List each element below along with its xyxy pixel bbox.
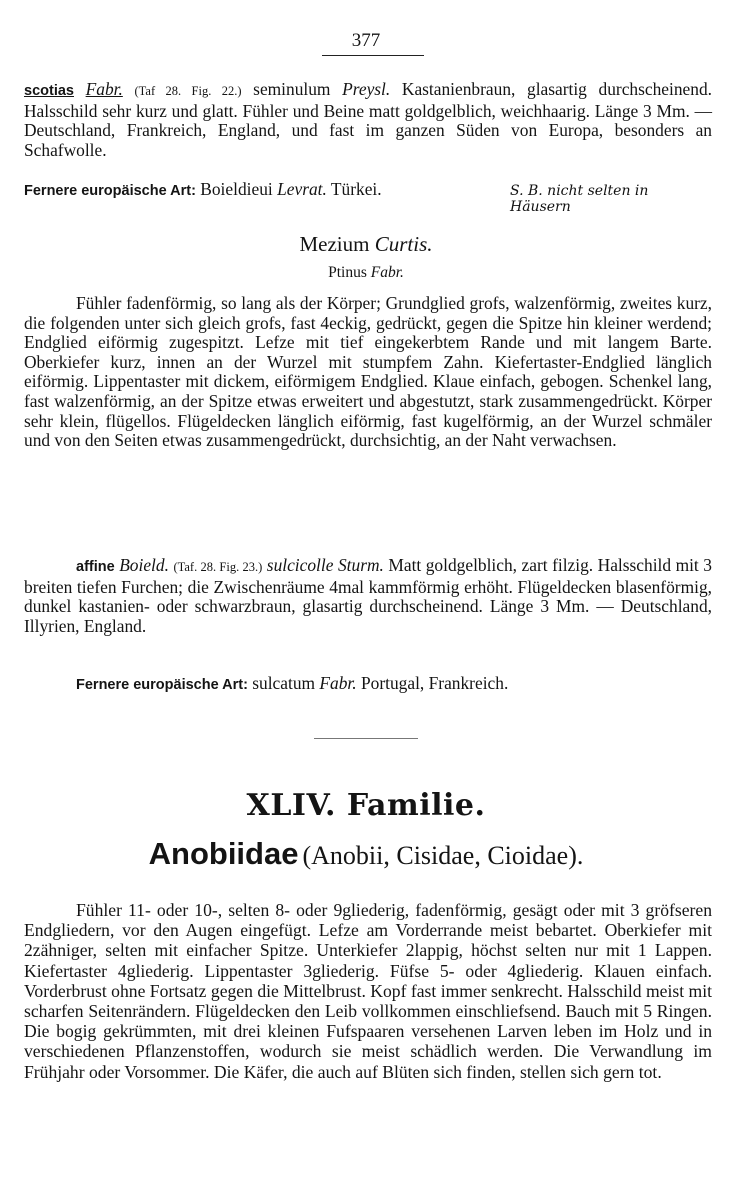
plate-reference: (Taf 28. Fig. 22.) [134,84,242,98]
genus-heading [0,232,732,257]
species-author: Fabr. [85,79,123,99]
species-affine-entry [24,556,712,636]
further-species-author: Levrat. [277,179,327,199]
synonym-name: sulcicolle [266,555,334,575]
further-species-label: Fernere europäische Art: [24,183,196,199]
species-author: Boield. [119,555,169,575]
family-description: Fühler 11- oder 10-, selten 8- oder 9gliederig, fadenförmig, gesägt oder mit 3 gröfseren Endgliedern, vor den Augen eingefügt. Lefze am Vorderrande meist bebartet. Oberkiefer mit 2zähniger, selten mit einfacher Spitze. Unterkiefer 2lappig, höchst selten nur mit 1 Lappen. Kiefertaster 4gliederig. Lippentaster 3gliederig. Füfse 5- oder 4gliederig. Klauen einfach. Vorderbrust ohne Fortsatz gegen die Mittelbrust. Kopf fast immer senkrecht. Halsschild meist mit scharfen Seitenrändern. Flügeldecken den Leib vollkommen einschliefsend. Bauch mit 5 Ringen. Die bogig gekrümmten, mit drei kleinen Fufspaaren versehenen Larven leben im Holz und in verschiedenen Pflanzenstoffen, wodurch sie meist schädlich werden. Die Verwandlung im Frühjahr oder Vorsommer. Die Käfer, die auch auf Blüten sich finden, stellen sich gern tot. [24,900,712,1082]
genus-synonym-author: Fabr. [370,264,404,281]
page-number: 377 [351,30,381,51]
family-name: Anobiidae [148,836,299,871]
genus-description: Fühler fadenförmig, so lang als der Körper; Grundglied grofs, walzenförmig, zweites kurz, die folgenden unter sich gleich grofs, fast 4eckig, gedrückt, gegen die Spitze hin kleiner werdend; Endglied eiförmig zugespitzt. Lefze mit tief eingekerbtem Rande und mit langem Barte. Oberkiefer kurz, innen an der Wurzel mit stumpfem Zahn. Kiefertaster-Endglied länglich eiförmig. Lippentaster mit dickem, eiförmigem Endglied. Klaue einfach, gebogen. Schenkel lang, fast walzenförmig, an der Spitze etwas erweitert und abgestutzt, stark zusammengedrückt. Körper sehr klein, flügellos. Flügeldecken länglich eiförmig, fast kugelförmig, an der Wurzel schmäler und von den Seiten etwas zusammengedrückt, durchsichtig, an der Naht verwachsen. [24,293,712,451]
header-rule [322,55,424,56]
genus-synonym [0,264,732,282]
species-description: Matt goldgelblich, zart filzig. Halsschild mit 3 breiten tiefen Furchen; die Zwischenräume 4mal kammförmig erhöht. Flügeldecken blasenförmig, dunkel kastanien- oder schwarzbraun, glasartig durchscheinend. Länge 3 Mm. — Deutschland, Illyrien, England. [24,555,712,636]
genus-synonym-name: Ptinus [328,264,367,281]
species-description: Kastanienbraun, glasartig durchscheinend. Halsschild sehr kurz und glatt. Fühler und Beine matt goldgelblich, weichhaarig. Länge 3 Mm. — Deutschland, Frankreich, England, und fast im ganzen Süden von Europa, besonders an Schafwolle. [24,79,712,160]
handwritten-annotation: S. B. nicht selten in Häusern [510,183,649,215]
further-species-line-2 [24,674,712,696]
section-separator [314,738,418,739]
further-species-name: Boieldieui [200,179,273,199]
family-name-heading [0,836,732,872]
synonym-author: Preysl. [342,79,391,99]
family-alternate-names: (Anobii, Cisidae, Cioidae). [302,841,584,870]
synonym-author: Sturm. [337,555,384,575]
species-name: scotias [24,83,74,99]
species-scotias-entry [24,80,712,160]
further-species-author: Fabr. [319,673,357,693]
genus-author: Curtis. [374,232,433,256]
further-species-name: sulcatum [252,673,316,693]
genus-name: Mezium [299,232,370,256]
plate-reference: (Taf. 28. Fig. 23.) [173,560,263,574]
further-species-place: Türkei. [330,179,382,199]
synonym-name: seminulum [253,79,331,99]
species-name: affine [76,559,115,575]
further-species-place: Portugal, Frankreich. [360,673,509,693]
further-species-label: Fernere europäische Art: [76,677,248,693]
family-number-heading: XLIV. Familie. [246,788,486,823]
